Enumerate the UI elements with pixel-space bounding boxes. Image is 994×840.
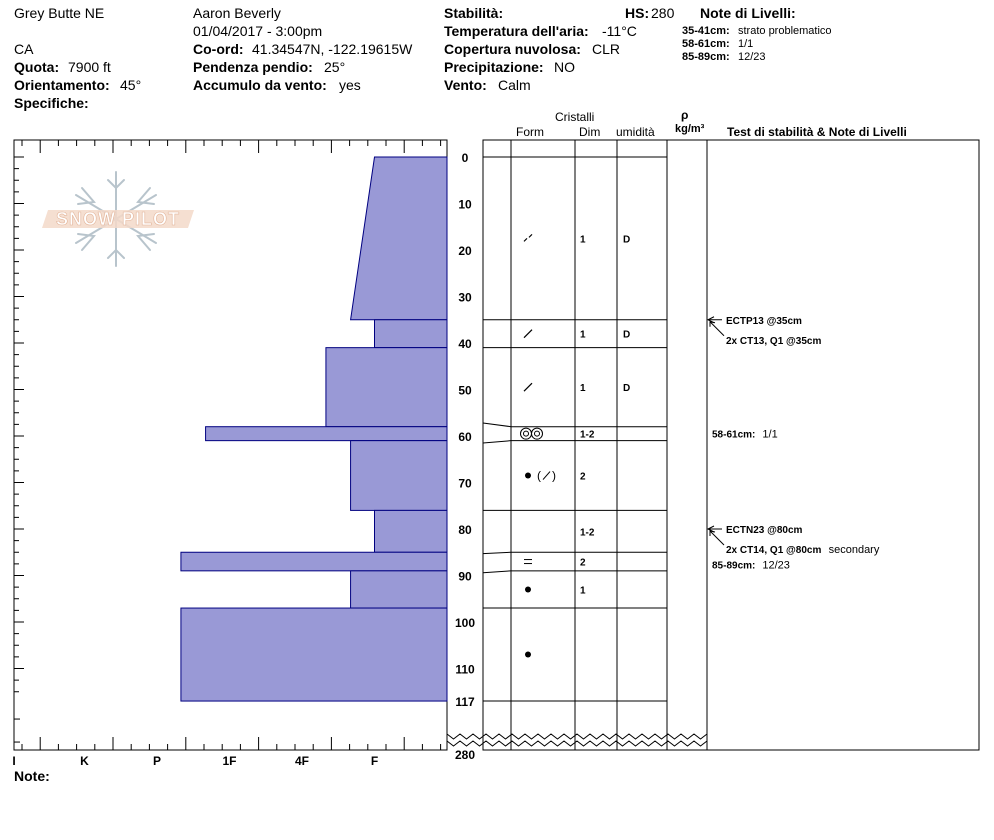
test-arrow-line xyxy=(710,531,724,545)
depth-label: 60 xyxy=(458,430,472,444)
hardness-scale-label: K xyxy=(80,754,89,768)
form-rounded-grain-icon xyxy=(525,586,531,592)
form-depth-hoar-icon xyxy=(521,428,532,439)
stability-test-text: ECTP13 @35cm xyxy=(726,315,802,327)
coord-value: 41.34547N, -122.19615W xyxy=(252,41,413,57)
hardness-scale-label: 4F xyxy=(294,754,310,768)
slope-value: 25° xyxy=(324,59,346,75)
depth-label: 117 xyxy=(455,695,475,710)
depth-label: 0 xyxy=(461,151,469,165)
notes-label: Note: xyxy=(14,768,50,784)
form-depth-hoar-icon xyxy=(535,431,540,436)
depth-label: 10 xyxy=(458,197,472,212)
depth-label: 50 xyxy=(458,383,472,398)
moisture-header: umidità xyxy=(616,125,655,139)
hardness-bar xyxy=(181,608,447,701)
stability-test-text: 85-89cm: xyxy=(712,560,756,572)
hs-value: 280 xyxy=(651,5,675,21)
depth-label: 20 xyxy=(458,244,472,258)
form-rounded-grain-icon xyxy=(525,473,531,479)
form-stroke xyxy=(529,234,532,237)
hardness-bar xyxy=(351,571,447,608)
depth-label: 70 xyxy=(458,476,472,491)
moisture-value: D xyxy=(623,383,631,395)
depth-break-zigzag xyxy=(447,734,707,739)
slope-label: Pendenza pendio: xyxy=(193,59,313,75)
hardness-bar xyxy=(351,157,447,320)
hardness-bar xyxy=(206,427,447,441)
depth-label: 280 xyxy=(454,748,476,762)
test-arrow-line xyxy=(710,322,724,336)
grain-size: 2 xyxy=(580,471,586,483)
layer-connector xyxy=(483,552,511,553)
form-slash-icon xyxy=(524,383,532,391)
form-depth-hoar-icon xyxy=(532,428,543,439)
stability-label: Stabilità: xyxy=(444,5,504,21)
crystals-header: Cristalli xyxy=(555,110,595,124)
wind-value: Calm xyxy=(498,77,531,93)
wind-label: Vento: xyxy=(444,77,487,93)
stability-test-text: 58-61cm: xyxy=(712,429,756,441)
depth-label: 40 xyxy=(458,337,472,351)
grain-size: 1 xyxy=(580,329,586,341)
stability-test-suffix: secondary xyxy=(828,544,880,556)
depth-label: 80 xyxy=(458,523,472,537)
grain-size: 2 xyxy=(580,557,586,569)
moisture-value: D xyxy=(623,234,631,246)
form-header: Form xyxy=(516,125,544,139)
form-paren-icon: ( xyxy=(537,468,541,483)
hardness-scale-label: F xyxy=(370,754,379,768)
form-paren-icon: ) xyxy=(552,468,556,483)
cloud-label: Copertura nuvolosa: xyxy=(444,41,581,57)
location-name: Grey Butte NE xyxy=(14,5,105,21)
air-temp-label: Temperatura dell'aria: xyxy=(444,23,589,39)
stability-test-text: 2x CT13, Q1 @35cm xyxy=(726,335,822,347)
size-header: Dim xyxy=(579,125,601,139)
hardness-bar xyxy=(326,348,447,427)
quota-value: 7900 ft xyxy=(68,59,111,75)
observation-datetime: 01/04/2017 - 3:00pm xyxy=(193,23,323,39)
moisture-value: D xyxy=(623,329,631,341)
layer-note-range: 35-41cm: xyxy=(682,25,730,37)
stability-test-suffix: 1/1 xyxy=(762,428,778,441)
layer-note-text: 12/23 xyxy=(738,51,766,63)
layer-connector xyxy=(483,423,511,427)
depth-label: 100 xyxy=(454,616,476,630)
hardness-bar xyxy=(351,441,447,511)
rho-header: ρ xyxy=(681,108,689,122)
layer-note-range: 58-61cm: xyxy=(682,38,730,50)
layer-connector xyxy=(483,571,511,573)
stability-test-suffix: 12/23 xyxy=(762,559,790,572)
hs-label: HS: xyxy=(625,5,650,21)
layer-note-text: 1/1 xyxy=(738,38,754,50)
hardness-bar xyxy=(375,320,448,348)
hardness-scale-label: P xyxy=(152,754,162,768)
layer-notes-title: Note di Livelli: xyxy=(700,5,796,21)
form-depth-hoar-icon xyxy=(524,431,529,436)
wind-load-label: Accumulo da vento: xyxy=(193,77,327,93)
depth-label: 110 xyxy=(455,662,475,677)
precip-label: Precipitazione: xyxy=(444,59,544,75)
coord-label: Co-ord: xyxy=(193,41,244,57)
stability-test-text: 2x CT14, Q1 @80cm xyxy=(726,545,822,556)
grain-size: 1 xyxy=(580,585,586,597)
density-unit-header: kg/m³ xyxy=(675,123,705,135)
stability-test-text: ECTN23 @80cm xyxy=(726,525,803,536)
form-rounded-grain-icon xyxy=(525,652,531,658)
layer-connector xyxy=(483,441,511,443)
grain-size: 1 xyxy=(580,234,586,246)
grain-size: 1-2 xyxy=(580,527,595,539)
wind-load-value: yes xyxy=(339,77,361,93)
depth-label: 90 xyxy=(458,569,472,584)
layers-frame xyxy=(483,140,979,750)
tests-header: Test di stabilità & Note di Livelli xyxy=(727,125,907,139)
form-stroke xyxy=(524,238,527,241)
observer-name: Aaron Beverly xyxy=(193,5,281,21)
quota-label: Quota: xyxy=(14,59,60,75)
orientation-value: 45° xyxy=(120,77,142,93)
specs-label: Specifiche: xyxy=(14,95,89,111)
orientation-label: Orientamento: xyxy=(14,77,110,93)
form-decomposing-icon xyxy=(524,234,532,241)
depth-break-zigzag xyxy=(447,741,707,746)
state: CA xyxy=(14,41,34,57)
form-slash-icon xyxy=(543,472,550,480)
form-slash-icon xyxy=(524,330,532,338)
hardness-scale-label: 1F xyxy=(222,754,237,768)
hardness-bar xyxy=(375,510,448,552)
grain-size: 1-2 xyxy=(580,429,595,441)
layer-note-range: 85-89cm: xyxy=(682,51,730,63)
grain-size: 1 xyxy=(580,383,586,395)
layer-note-text: strato problematico xyxy=(738,25,832,37)
depth-label: 30 xyxy=(458,290,472,305)
hardness-scale-label: I xyxy=(12,754,16,768)
cloud-value: CLR xyxy=(592,41,621,57)
air-temp-value: -11°C xyxy=(602,23,637,39)
logo-text: SNOW PILOT xyxy=(56,209,180,229)
hardness-bar xyxy=(181,552,447,571)
precip-value: NO xyxy=(554,59,575,75)
